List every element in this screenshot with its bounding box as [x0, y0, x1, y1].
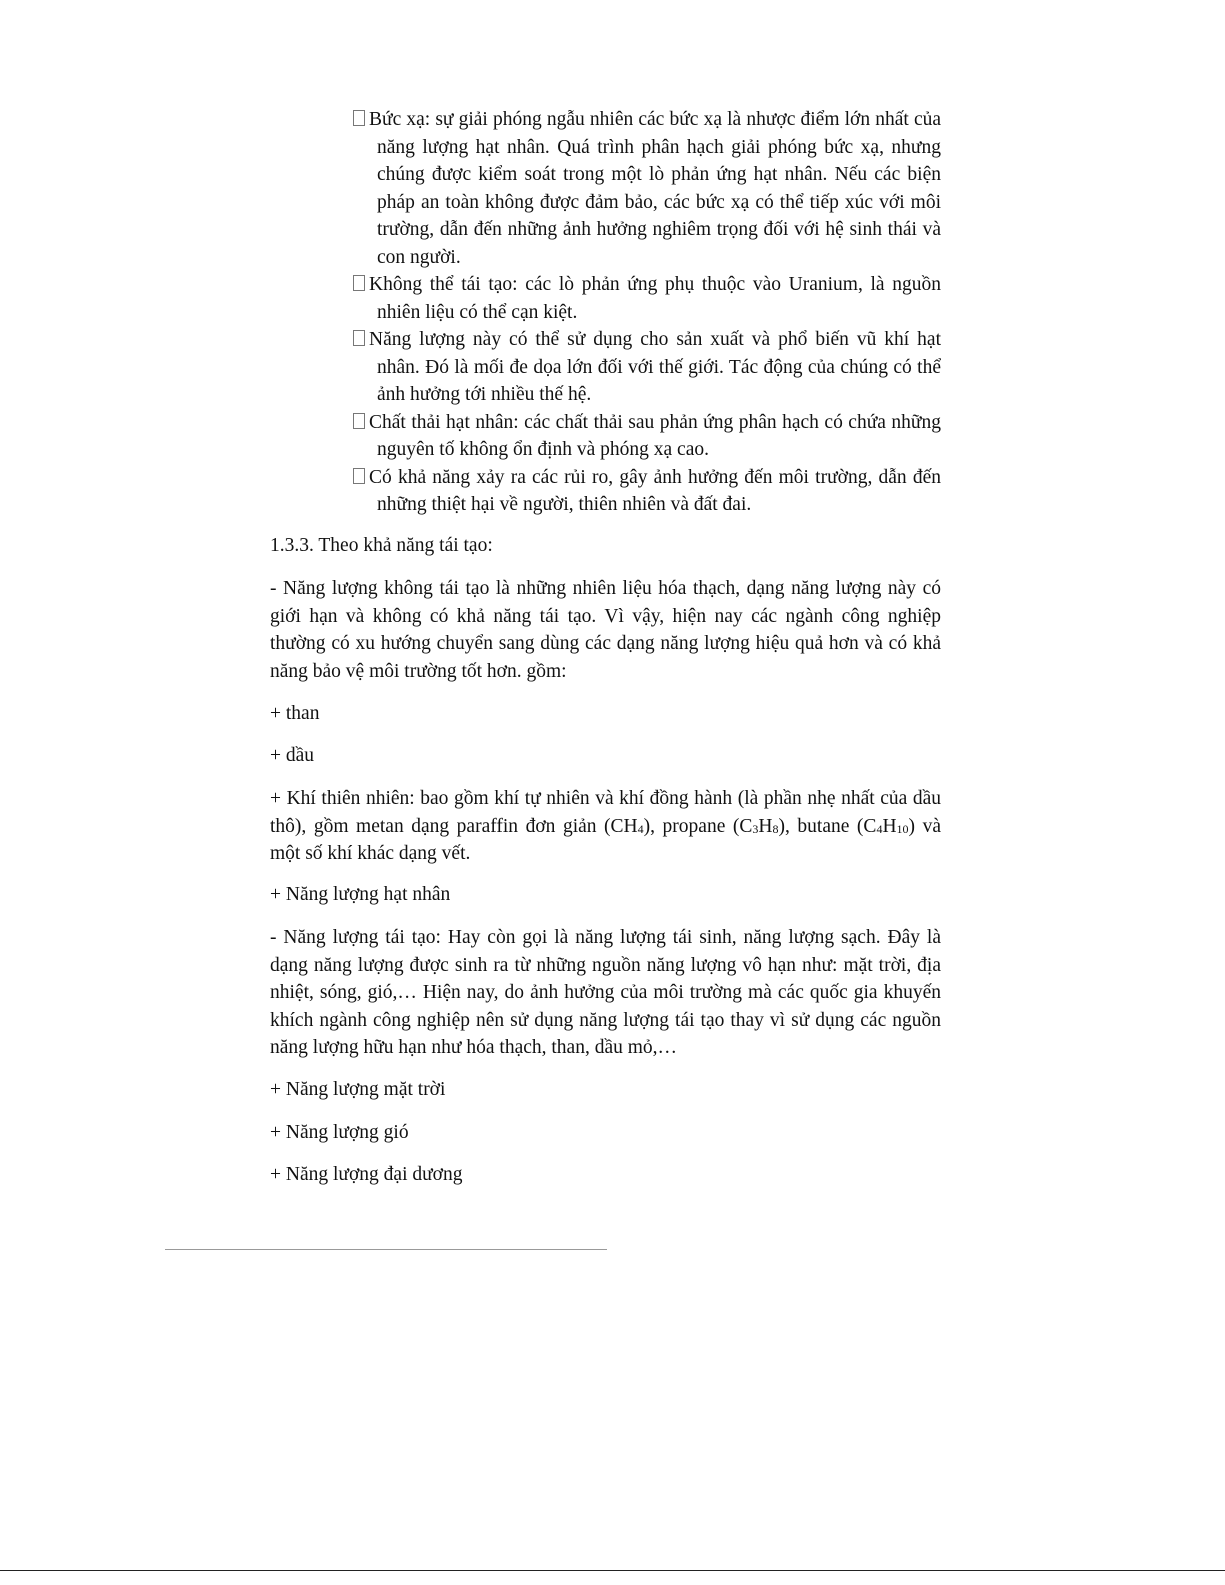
bullet-box-icon [353, 330, 365, 346]
list-item-solar: + Năng lượng mặt trời [270, 1079, 446, 1100]
list-item-ocean: + Năng lượng đại dương [270, 1164, 463, 1185]
bullet-box-icon [353, 468, 365, 484]
section-heading: 1.3.3. Theo khả năng tái tạo: [270, 535, 493, 556]
footnote-separator [165, 1249, 607, 1250]
list-item-oil: + dầu [270, 745, 315, 766]
bullet-item: Không thể tái tạo: các lò phản ứng phụ thuộc vào Uranium, là nguồn nhiên liệu có thể cạn kiệt. [353, 271, 941, 326]
bullet-item: Bức xạ: sự giải phóng ngẫu nhiên các bức xạ là nhược điểm lớn nhất của năng lượng hạt nhân. Quá trình phân hạch giải phóng bức xạ, nhưng chúng được kiểm soát trong một lò phản ứng hạt nhân. Nếu các biện pháp an toàn không được đảm bảo, các bức xạ có thể tiếp xúc với môi trường, dẫn đến những ảnh hưởng nghiêm trọng đối với hệ sinh thái và con người. [353, 106, 941, 271]
bullet-item: Chất thải hạt nhân: các chất thải sau phản ứng phân hạch có chứa những nguyên tố không ổn định và phóng xạ cao. [353, 409, 941, 464]
list-item-coal: + than [270, 703, 320, 724]
bullet-box-icon [353, 110, 365, 126]
natural-gas-paragraph: + Khí thiên nhiên: bao gồm khí tự nhiên và khí đồng hành (là phần nhẹ nhất của dầu thô), gồm metan dạng paraffin đơn giản $(CH_4)$, propane $(C_3H_8)$, butane $(C_4H_{10})$ và một số khí khác dạng vết. [270, 788, 941, 864]
bullet-box-icon [353, 413, 365, 429]
bullet-item: Có khả năng xảy ra các rủi ro, gây ảnh hưởng đến môi trường, dẫn đến những thiệt hại về người, thiên nhiên và đất đai. [353, 464, 941, 519]
bullet-item: Năng lượng này có thể sử dụng cho sản xuất và phổ biến vũ khí hạt nhân. Đó là mối đe dọa lớn đối với thế giới. Tác động của chúng có thể ảnh hưởng tới nhiều thế hệ. [353, 326, 941, 409]
list-item-wind: + Năng lượng gió [270, 1122, 409, 1143]
list-item-nuclear: + Năng lượng hạt nhân [270, 884, 451, 905]
bullet-box-icon [353, 275, 365, 291]
nonrenewable-paragraph: - Năng lượng không tái tạo là những nhiên liệu hóa thạch, dạng năng lượng này có giới hạn và không có khả năng tái tạo. Vì vậy, hiện nay các ngành công nghiệp thường có xu hướng chuyển sang dùng các dạng năng lượng hiệu quả hơn và có khả năng bảo vệ môi trường tốt hơn. gồm: [270, 578, 941, 682]
renewable-paragraph: - Năng lượng tái tạo: Hay còn gọi là năng lượng tái sinh, năng lượng sạch. Đây là dạng năng lượng được sinh ra từ những nguồn năng lượng vô hạn như: mặt trời, địa nhiệt, sóng, gió,… Hiện nay, do ảnh hưởng của môi trường mà các quốc gia khuyến khích ngành công nghiệp nên sử dụng năng lượng tái tạo thay vì sử dụng các nguồn năng lượng hữu hạn như hóa thạch, than, dầu mỏ,… [270, 927, 941, 1058]
drawbacks-bullet-list [353, 106, 941, 519]
page-bottom-divider [0, 1570, 1225, 1571]
